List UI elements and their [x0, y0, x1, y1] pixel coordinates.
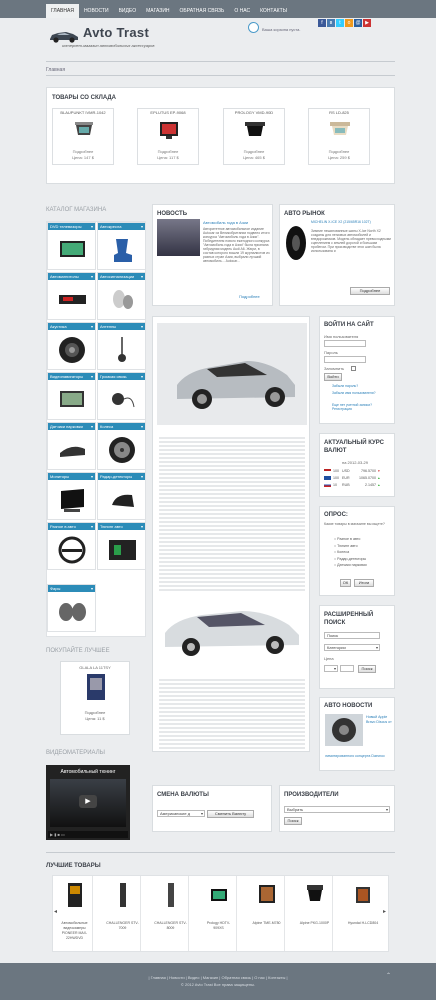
bestseller-item[interactable]: [249, 876, 285, 952]
chevron-down-icon[interactable]: ▾: [200, 811, 203, 816]
register-link[interactable]: Еще нет учетной записи? Регистрация: [332, 403, 373, 411]
catalog-item[interactable]: [97, 322, 146, 370]
market-headline[interactable]: MICHELIN X-ICE X2 (215/65R16 102T): [311, 220, 371, 224]
makers-panel: [279, 785, 395, 832]
trend-down-icon: ▾: [378, 468, 380, 473]
catalog-item[interactable]: [47, 272, 96, 320]
bestseller-name[interactable]: Alpine PKG-1000P: [299, 921, 330, 925]
chevron-down-icon[interactable]: ▾: [333, 666, 336, 671]
autonews-panel: [319, 697, 395, 771]
footer: [0, 963, 436, 1000]
currency-date: на 2012-03-29: [342, 460, 369, 465]
bestseller-name[interactable]: Hyundai H-LCD804: [347, 921, 379, 925]
bestsellers-carousel: [52, 875, 389, 952]
breadcrumb[interactable]: Главная: [46, 67, 66, 73]
bestseller-image[interactable]: [162, 881, 180, 909]
trend-up-icon: ▴: [378, 475, 380, 480]
nav-shop[interactable]: МАГАЗИН: [146, 8, 170, 14]
catalog-item-label[interactable]: Автомагнитолы ▾: [48, 273, 95, 280]
alarm-remote-icon[interactable]: [106, 285, 139, 315]
catalog-item-label[interactable]: Тюнинг авто ▾: [98, 523, 145, 530]
poll-panel: [319, 506, 395, 596]
currency-amount: 100: [333, 475, 339, 480]
catalog-item[interactable]: [47, 472, 96, 520]
password-label: Пароль: [324, 350, 338, 355]
login-panel: [319, 316, 395, 424]
monitor-icon[interactable]: [56, 485, 89, 515]
catalog-item[interactable]: [47, 322, 96, 370]
poll-results-button[interactable]: Итоги: [354, 579, 374, 587]
bestseller-image[interactable]: [66, 881, 84, 909]
wheel-icon[interactable]: [106, 435, 139, 465]
news-more-link[interactable]: Подробнее: [239, 294, 260, 299]
product-ceiling-monitor-icon[interactable]: [244, 119, 266, 141]
tuning-icon[interactable]: [106, 535, 139, 565]
currency-row: [324, 481, 392, 488]
catalog-item-label[interactable]: Радар-детекторы ▾: [98, 473, 145, 480]
nav-contacts[interactable]: КОНТАКТЫ: [260, 8, 288, 14]
product-card[interactable]: [52, 108, 114, 165]
footer-copyright: © 2012 Avto Trast Все права защищены.: [180, 982, 256, 987]
catalog-item-label[interactable]: Видеонавигаторы ▾: [48, 373, 95, 380]
forgot-password-link[interactable]: Забыли пароль?: [332, 384, 359, 388]
currency-title: АКТУАЛЬНЫЙ КУРС ВАЛЮТ: [324, 440, 384, 454]
product-more-link[interactable]: Подробнее: [72, 149, 94, 154]
recommend-price: Цена: 11 $: [85, 716, 105, 721]
product-name[interactable]: EPLUTUS EP-9068: [150, 110, 186, 115]
catalog-item-label[interactable]: DVD телевизоры ▾: [48, 223, 95, 230]
nav-feedback[interactable]: ОБРАТНАЯ СВЯЗЬ: [179, 8, 225, 14]
divider: [46, 61, 395, 62]
currency-select[interactable]: [157, 810, 205, 817]
chevron-down-icon[interactable]: ▾: [385, 807, 388, 812]
catalog-item[interactable]: [47, 522, 96, 570]
chevron-down-icon[interactable]: ▾: [375, 645, 378, 650]
article-text: [159, 435, 305, 591]
logo-name[interactable]: Avto Trast: [83, 25, 150, 40]
us-flag-icon: [324, 469, 331, 473]
bestseller-name[interactable]: Автомобильные видеокамеры PIONEER MAX-22HWDVD: [61, 921, 88, 940]
bestseller-item[interactable]: [201, 876, 237, 952]
remember-checkbox[interactable]: [351, 366, 356, 371]
product-price: Цена: 147 $: [72, 155, 94, 160]
catalog-item-label[interactable]: Автокресла ▾: [98, 223, 145, 230]
main-article: [152, 316, 310, 752]
scroll-top-icon[interactable]: ⌃: [386, 973, 392, 979]
currency-amount: 100: [333, 468, 339, 473]
bestseller-item[interactable]: [297, 876, 333, 952]
stock-title: ТОВАРЫ СО СКЛАДА: [52, 95, 116, 101]
bestseller-item[interactable]: [153, 876, 189, 952]
forgot-username-link[interactable]: Забыли имя пользователя?: [332, 391, 376, 395]
bestseller-name[interactable]: Prology HDTV-909XS: [206, 921, 231, 930]
poll-ok-button[interactable]: ОК: [340, 579, 351, 587]
login-button[interactable]: Войти: [324, 373, 342, 381]
bestsellers-title: ЛУЧШИЕ ТОВАРЫ: [46, 863, 101, 869]
market-body: Зимние нешипованные шины X-Ice North X2 созданы для легковых автомобилей и внедорожников. Модель обладает превосходными сцеплением с землей дорогой и большим пробегом. При производстве этих шин была использована и: [311, 229, 391, 253]
product-name[interactable]: BLAUPUNKT IVMR-1042: [60, 110, 106, 115]
speaker-icon[interactable]: [56, 335, 89, 365]
carousel-next-icon[interactable]: ▸: [383, 909, 387, 915]
twitter-icon[interactable]: t: [336, 19, 344, 27]
bestseller-image[interactable]: [258, 881, 276, 909]
price-select[interactable]: [324, 665, 338, 672]
stock-panel: [46, 87, 395, 184]
bestseller-item[interactable]: [57, 876, 93, 952]
product-card[interactable]: [223, 108, 285, 165]
bestseller-image[interactable]: [210, 881, 228, 909]
product-screen-icon[interactable]: [158, 119, 180, 141]
currency-row: [324, 467, 392, 474]
password-field[interactable]: [324, 356, 366, 363]
recommend-more-link[interactable]: Подробнее: [84, 710, 106, 715]
category-select[interactable]: [324, 644, 380, 651]
login-title: ВОЙТИ НА САЙТ: [324, 322, 374, 328]
bestseller-name[interactable]: CHALLENGER STV-8009: [154, 921, 187, 930]
trend-up-icon: ▴: [378, 482, 380, 487]
catalog-item-label[interactable]: Акустика ▾: [48, 323, 95, 330]
exchange-panel: [152, 785, 272, 832]
currency-code: USD: [342, 468, 350, 473]
nav-home[interactable]: ГЛАВНАЯ: [46, 4, 79, 18]
currency-rate: 1065.0700: [359, 475, 376, 480]
footer-links[interactable]: | Главная | Новости | Видео | Магазин | Обратная связь | О нас | Контакты |: [148, 975, 288, 980]
username-label: Имя пользователя: [324, 334, 359, 339]
video-title: ВИДЕОМАТЕРИАЛЫ: [46, 750, 105, 756]
maker-search-button[interactable]: Поиск: [284, 817, 302, 825]
product-more-link[interactable]: Подробнее: [157, 149, 179, 154]
currency-amount: 10: [333, 482, 337, 487]
catalog-item-label[interactable]: Разное в авто ▾: [48, 523, 95, 530]
catalog-item[interactable]: [97, 472, 146, 520]
article-text-2: [159, 677, 305, 749]
catalog-item[interactable]: [47, 222, 96, 270]
currency-panel: [319, 433, 395, 497]
news-image[interactable]: [157, 219, 200, 256]
nav-news[interactable]: НОВОСТИ: [83, 8, 109, 14]
market-more-button[interactable]: Подробнее: [350, 287, 390, 295]
bestseller-item[interactable]: [105, 876, 141, 952]
catalog-item[interactable]: [97, 522, 146, 570]
tire-icon[interactable]: [284, 225, 308, 261]
facebook-icon[interactable]: f: [318, 19, 326, 27]
product-price: Цена: 465 $: [243, 155, 265, 160]
steering-wheel-icon[interactable]: [56, 535, 89, 565]
recommend-name[interactable]: GLALA LA 11TSY: [79, 665, 111, 670]
main-nav: [46, 4, 292, 18]
poll-option-label: Датчики парковки: [337, 563, 367, 567]
poll-question: Какие товары в магазине вы ищете?: [324, 522, 385, 526]
play-icon[interactable]: ▶: [79, 795, 97, 808]
article-car-image-2[interactable]: [157, 595, 307, 665]
catalog-item[interactable]: [97, 222, 146, 270]
bestseller-item[interactable]: [345, 876, 381, 952]
product-name[interactable]: RS LD-825: [329, 110, 349, 115]
catalog-title: КАТАЛОГ МАГАЗИНА: [46, 207, 107, 213]
catalog-item-label[interactable]: Колеса ▾: [98, 423, 145, 430]
catalog-item-label[interactable]: Датчики парковки ▾: [48, 423, 95, 430]
currency-code: EUR: [342, 475, 350, 480]
catalog-item[interactable]: [97, 372, 146, 420]
nav-video[interactable]: ВИДЕО: [118, 8, 137, 14]
currency-rate: 796.5700: [361, 468, 376, 473]
navigator-icon[interactable]: [56, 385, 89, 415]
price-label: Цена: [324, 656, 334, 661]
logo-car-icon[interactable]: [48, 28, 80, 44]
divider: [46, 852, 395, 853]
bestseller-image[interactable]: [114, 881, 132, 909]
youtube-icon[interactable]: ▶: [363, 19, 371, 27]
radio-icon[interactable]: ○: [334, 543, 337, 548]
product-monitor-icon[interactable]: [73, 119, 95, 141]
poll-option[interactable]: [334, 562, 367, 569]
video-player[interactable]: [46, 765, 130, 840]
recommend-title: ПОКУПАЙТЕ ЛУЧШЕЕ: [46, 648, 110, 654]
catalog-item[interactable]: [47, 372, 96, 420]
logo-tagline: интернет-магазин автомобильных аксессуаров: [62, 43, 155, 48]
search-button[interactable]: Поиск: [358, 665, 376, 673]
product-card[interactable]: [308, 108, 370, 165]
cart-status: Ваша корзина пуста.: [262, 27, 301, 32]
product-card[interactable]: [137, 108, 199, 165]
catalog-item-label[interactable]: Громкая связь ▾: [98, 373, 145, 380]
catalog-item[interactable]: [97, 422, 146, 470]
makers-title: ПРОИЗВОДИТЕЛИ: [284, 792, 339, 798]
search-panel: [319, 605, 395, 689]
maker-select[interactable]: [284, 806, 390, 813]
product-more-link[interactable]: Подробнее: [328, 149, 350, 154]
search-input[interactable]: Поиск: [324, 632, 380, 639]
bestseller-image[interactable]: [306, 881, 324, 909]
market-panel: [279, 204, 395, 306]
radio-icon[interactable]: ○: [334, 550, 337, 554]
news-headline[interactable]: Автомобиль года в Азии: [203, 220, 249, 225]
cart[interactable]: [248, 22, 328, 38]
catalog-item[interactable]: [47, 422, 96, 470]
poll-option-label: Тюнинг авто: [337, 543, 358, 548]
bestseller-image[interactable]: [354, 881, 372, 909]
product-price: Цена: 117 $: [157, 155, 179, 160]
remember-label: Запомнить: [324, 366, 345, 371]
news-title: НОВОСТЬ: [157, 211, 188, 217]
recommend-card[interactable]: [60, 661, 130, 735]
autonews-title: АВТО НОВОСТИ: [324, 703, 373, 709]
catalog-item-label[interactable]: Автосигнализации ▾: [98, 273, 145, 280]
news-body: Авторитетное автомобильное издание Autocar из Великобритании подвело итоги конкурса "Автомобиль года в Азии". Победителем нового ежегодного конкурса "Автомобиль года в Азии" была признана гибридная модель Audi A6. Жюри, в состав которого вошли 19 журналистов из разных стран Азии, выбрали лучший автомобиль... Autocar...: [203, 227, 270, 263]
market-title: АВТО РЫНОК: [284, 211, 325, 217]
autonews-image[interactable]: [325, 714, 363, 746]
radio-icon[interactable]: ○: [334, 556, 337, 561]
odnoklassniki-icon[interactable]: o: [345, 19, 353, 27]
article-car-image[interactable]: [157, 323, 307, 425]
catalog-item-label[interactable]: Мониторы ▾: [48, 473, 95, 480]
catalog-item-label[interactable]: Антенны ▾: [98, 323, 145, 330]
maker-select-value: Выбрать: [287, 807, 304, 812]
video-controls[interactable]: ▶ ▮ ■ ▭: [48, 831, 128, 838]
eu-flag-icon: [324, 476, 331, 480]
search-title: РАСШИРЕННЫЙ ПОИСК: [324, 612, 374, 626]
headlight-icon[interactable]: [56, 597, 89, 627]
poll-option-label: Радар-детекторы: [337, 556, 367, 561]
video-caption: Автомобильный тюнинг: [60, 769, 116, 775]
autonews-headline[interactable]: Новый Apple Bravo Discus от: [366, 715, 392, 724]
news-panel: [152, 204, 273, 306]
exchange-title: СМЕНА ВАЛЮТЫ: [157, 792, 209, 798]
carousel-prev-icon[interactable]: ◂: [54, 909, 58, 915]
poll-options: [334, 536, 367, 569]
poll-title: ОПРОС:: [324, 512, 348, 518]
parking-sensor-icon[interactable]: [56, 435, 89, 465]
category-select-value: Категории: [327, 645, 346, 650]
username-field[interactable]: [324, 340, 366, 347]
currency-code: RUB: [342, 482, 350, 487]
nav-about[interactable]: О НАС: [234, 8, 251, 14]
price-input[interactable]: [340, 665, 354, 672]
poll-option-label: Разное в авто: [337, 537, 361, 541]
product-overhead-monitor-icon[interactable]: [329, 119, 351, 141]
product-name[interactable]: PROLOGY VMD-90D: [234, 110, 274, 115]
mail-icon[interactable]: @: [355, 20, 361, 26]
currency-table: [324, 467, 392, 488]
catalog-item[interactable]: [47, 584, 96, 632]
radar-detector-icon[interactable]: [106, 485, 139, 515]
currency-rate: 2.1457: [365, 482, 376, 487]
autonews-caption[interactable]: лимитированного концерта Daewoo: [325, 754, 385, 758]
currency-row: [324, 474, 392, 481]
change-currency-button[interactable]: Сменить Валюту: [207, 810, 254, 818]
cart-icon[interactable]: [248, 22, 259, 33]
recommend-product-icon[interactable]: [81, 672, 111, 702]
car-radio-icon[interactable]: [56, 285, 89, 315]
catalog-item[interactable]: [97, 272, 146, 320]
bestseller-name[interactable]: CHALLENGER STV-7009: [106, 921, 139, 930]
radio-icon[interactable]: ○: [334, 563, 337, 567]
poll-option-label: Колеса: [337, 550, 350, 554]
divider: [46, 75, 395, 76]
dvd-tv-icon[interactable]: [56, 235, 89, 265]
currency-select-value: Американские д: [160, 811, 191, 816]
bestseller-name[interactable]: Alpine TME-M780: [252, 921, 281, 925]
catalog-item-label[interactable]: Фары ▾: [48, 585, 95, 592]
ru-flag-icon: [324, 483, 331, 487]
antenna-icon[interactable]: [106, 335, 139, 365]
radio-icon[interactable]: ○: [334, 537, 337, 541]
vk-icon[interactable]: в: [327, 19, 335, 27]
handsfree-icon[interactable]: [106, 385, 139, 415]
product-more-link[interactable]: Подробнее: [243, 149, 265, 154]
car-seat-icon[interactable]: [106, 235, 139, 265]
product-price: Цена: 259 $: [328, 155, 350, 160]
